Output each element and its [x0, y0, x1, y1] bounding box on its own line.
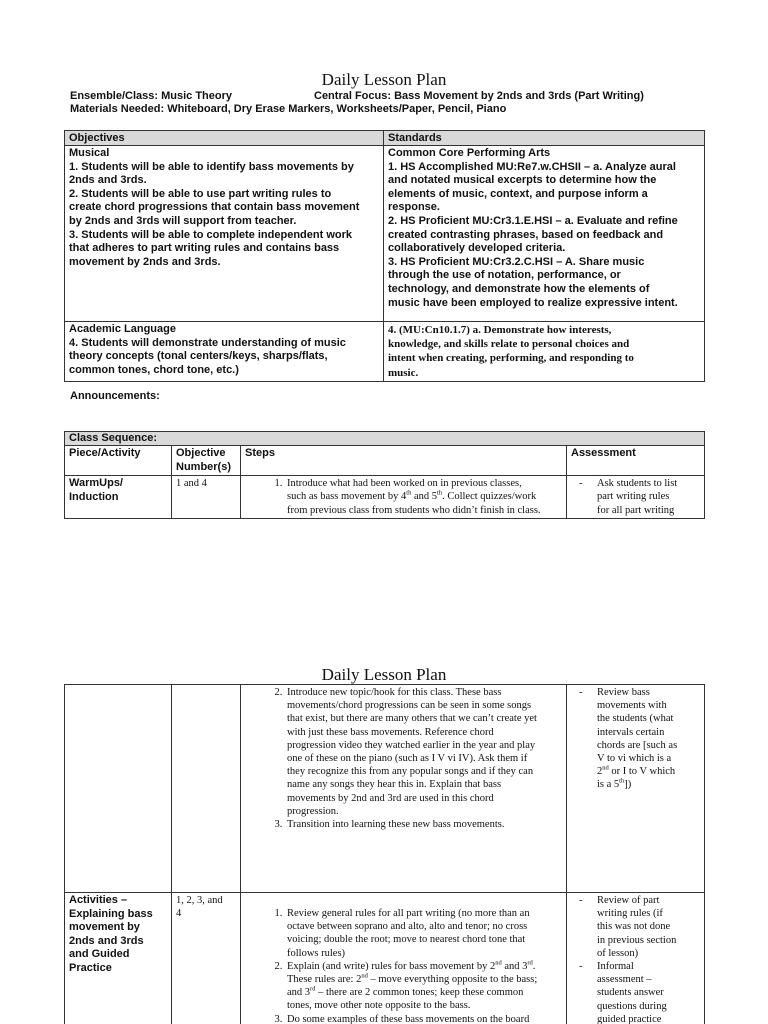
assessment-text: for all part writing: [597, 504, 675, 516]
ordinal-suffix: nd: [495, 959, 502, 967]
induction-step-2: [285, 686, 562, 818]
activity-name: and Guided: [69, 948, 130, 961]
activity-name: movement by: [69, 921, 140, 934]
assessment-text: the students (what: [597, 713, 674, 725]
standards-label: Common Core Performing Arts: [388, 147, 551, 159]
step-text: 1. Review general rules for all part writing (no more than an: [287, 908, 530, 919]
assessment-text-part: 2: [597, 766, 603, 778]
ordinal-suffix: nd: [602, 764, 609, 772]
standard-text: technology, and demonstrate how the elements of: [388, 282, 650, 295]
col-objective-label: Number(s): [176, 460, 232, 473]
academic-language: [65, 322, 384, 382]
objective-numbers: 1, 2, 3, and: [176, 895, 223, 906]
ordinal-suffix: th: [406, 489, 412, 497]
assessment-text: assessment –: [597, 974, 652, 986]
page-2: [0, 640, 768, 1024]
activity-name: 2nds and 3rds: [69, 934, 144, 947]
objective-text: by 2nds and 3rds will support from teacher.: [69, 214, 297, 227]
step-text: tones, move other note opposite to the bass.: [287, 1000, 471, 1012]
standard-text: 3. HS Proficient MU:Cr3.2.C.HSI – A. Share music: [388, 255, 645, 268]
assessment-text-part: or I to V which: [608, 766, 676, 778]
col-objective-label: Objective: [176, 447, 226, 459]
page2-clip: [0, 684, 768, 1024]
assessment-text: [597, 778, 700, 791]
objective-text: 2nds and 3rds.: [69, 174, 147, 187]
activity-name: Activities –: [69, 894, 128, 906]
activities-guided-practice: [65, 893, 172, 1024]
induction-step-3: [285, 818, 562, 831]
step-text: that exist, but there are many others that we can’t create yet: [287, 713, 537, 725]
col-piece-activity: Piece/Activity: [65, 446, 172, 476]
assessment-text-part: ]): [624, 779, 632, 791]
step-text-part: These rules are: 2: [287, 974, 362, 986]
standard-text: music.: [388, 366, 419, 379]
class-sequence-header: Class Sequence:: [65, 432, 705, 446]
class-sequence-table-continued: [64, 684, 705, 1024]
step-text-part: . Collect quizzes/work: [442, 491, 537, 503]
activity-name: Practice: [69, 961, 112, 974]
step-text: follows rules): [287, 947, 346, 959]
assessment-item: [597, 960, 700, 1024]
standard-4: [384, 322, 705, 382]
objective-text: 1. Students will be able to identify bass movements by: [69, 160, 354, 173]
step-text: octave between soprano and alto, alto and tenor; no cross: [287, 921, 528, 933]
step-text: movements/chord progressions can be seen in some songs: [287, 700, 532, 712]
announcements-label: Announcements:: [70, 390, 160, 402]
standards-header: Standards: [384, 131, 705, 146]
step-text: with just these bass movements. Reference chord: [287, 726, 494, 738]
assessment-text: - Review of part: [597, 895, 660, 906]
step-text: 3. Transition into learning these new bass movements.: [287, 819, 505, 831]
assessment-text: [597, 765, 700, 778]
standard-text: collaboratively developed criteria.: [388, 242, 566, 255]
assessment-text: chords are [such as: [597, 739, 678, 751]
step-text: 2. Introduce new topic/hook for this class. These bass: [287, 687, 502, 698]
standard-text: knowledge, and skills relate to personal choices and: [388, 338, 630, 351]
objective-text: common tones, chord tone, etc.): [69, 363, 239, 376]
warmup-steps: [241, 476, 567, 519]
class-sequence-table: [64, 431, 705, 519]
step-text-part: Explain (and write) rules for bass movement by 2: [287, 960, 496, 972]
objective-text: theory concepts (tonal centers/keys, sharps/flats,: [69, 350, 328, 363]
step-text: movements by 2nd and 3rd are used in this chord: [287, 792, 494, 804]
step-text: they recognize this from any popular songs and if they can: [287, 766, 534, 778]
step-text: from previous class from students who didn’t finish in class.: [287, 504, 541, 516]
col-steps: Steps: [241, 446, 567, 476]
objective-text: that adheres to part writing rules and contains bass: [69, 242, 340, 255]
ordinal-suffix: th: [619, 777, 625, 785]
step-text: progression.: [287, 805, 339, 817]
ordinal-suffix: nd: [361, 972, 368, 980]
academic-label: Academic Language: [69, 323, 176, 335]
step-text-part: and 5: [411, 491, 438, 503]
step-text: [287, 973, 562, 986]
assessment-text: - Review bass: [597, 687, 650, 698]
assessment-text: questions during: [597, 1000, 667, 1012]
assessment-text: intervals certain: [597, 726, 665, 738]
objective-numbers: 4: [176, 908, 182, 920]
page-title: Daily Lesson Plan: [321, 665, 447, 684]
activity-step-3: [285, 1013, 562, 1024]
step-text-part: and 3: [501, 960, 528, 972]
standard-text: elements of music, context, and purpose inform a: [388, 187, 648, 200]
step-text: name any songs they hear this in. Explain that bass: [287, 779, 502, 791]
assessment-text: - Informal: [597, 961, 634, 973]
activities-assessment: [567, 893, 705, 1024]
standard-text: response.: [388, 201, 440, 214]
materials-needed: Materials Needed: Whiteboard, Dry Erase Markers, Worksheets/Paper, Pencil, Piano: [70, 103, 507, 115]
page-title: Daily Lesson Plan: [321, 70, 447, 89]
standard-text: created contrasting phrases, based on feedback and: [388, 228, 664, 241]
assessment-text-part: is a 5: [597, 779, 620, 791]
step-text: [287, 986, 562, 999]
standard-text: 1. HS Accomplished MU:Re7.w.CHSII – a. Analyze aural: [388, 160, 676, 173]
assessment-item: [597, 686, 700, 792]
central-focus: Central Focus: Bass Movement by 2nds and 3rds (Part Writing): [314, 90, 644, 102]
step-text-part: such as bass movement by 4: [287, 491, 407, 503]
col-objective-numbers: [172, 446, 241, 476]
warmup-assessment: [567, 476, 705, 519]
assessment-text: students answer: [597, 987, 664, 999]
ordinal-suffix: rd: [310, 985, 316, 993]
step-text-part: .: [532, 960, 536, 972]
standard-text: intent when creating, performing, and responding to: [388, 352, 634, 365]
musical-objectives: [65, 146, 384, 322]
step-text: 3. Do some examples of these bass movements on the board: [287, 1013, 530, 1024]
assessment-text: guided practice: [597, 1013, 662, 1024]
assessment-item: [597, 894, 700, 960]
warmup-step-1: [285, 477, 562, 517]
objective-text: 3. Students will be able to complete independent work: [69, 228, 352, 241]
ordinal-suffix: rd: [527, 959, 533, 967]
step-text: [287, 490, 562, 503]
standards-list: [384, 146, 705, 322]
assessment-text: movements with: [597, 700, 667, 712]
objective-text: 2. Students will be able to use part writing rules to: [69, 187, 332, 200]
warmups-induction: [65, 476, 172, 519]
activity-name: WarmUps/: [69, 477, 123, 490]
step-text: [287, 960, 562, 973]
assessment-text: in previous section: [597, 934, 677, 946]
assessment-text: V to vi which is a: [597, 753, 672, 765]
activity-name: Explaining bass: [69, 907, 153, 920]
objective-text: 4. Students will demonstrate understanding of music: [69, 336, 346, 349]
activity-name: Induction: [69, 490, 119, 503]
induction-steps-continued: [241, 685, 567, 893]
induction-assessment-continued: [567, 685, 705, 893]
step-text: voicing; double the root; move to nearest chord tone that: [287, 934, 526, 946]
activities-objectives: [172, 893, 241, 1024]
step-text-part: – move everything opposite to the bass;: [367, 974, 538, 986]
objective-text: movement by 2nds and 3rds.: [69, 255, 221, 268]
standard-text: and notated musical excerpts to determine how the: [388, 174, 657, 187]
assessment-item: [597, 477, 700, 517]
assessment-text: part writing rules: [597, 491, 670, 503]
activities-steps: [241, 893, 567, 1024]
assessment-text: - Ask students to list: [597, 478, 678, 490]
step-text-part: – there are 2 common tones; keep these common: [315, 987, 524, 999]
step-text: 1. Introduce what had been worked on in previous classes,: [287, 478, 522, 490]
standard-text: music have been employed to realize expressive intent.: [388, 296, 678, 309]
standard-text: through the use of notation, performance, or: [388, 269, 621, 282]
objectives-standards-table: [64, 130, 705, 382]
musical-label: Musical: [69, 147, 110, 159]
warmup-objectives: 1 and 4: [172, 476, 241, 519]
empty-objective-cell: [172, 685, 241, 893]
standard-text: 2. HS Proficient MU:Cr3.1.E.HSI – a. Evaluate and refine: [388, 214, 678, 227]
assessment-text: this was not done: [597, 921, 671, 933]
standard-text: 4. (MU:Cn10.1.7) a. Demonstrate how interests,: [388, 324, 612, 336]
objectives-header: Objectives: [65, 131, 384, 146]
activity-step-2: [285, 960, 562, 1013]
assessment-text: of lesson): [597, 947, 639, 959]
ensemble-class: Ensemble/Class: Music Theory: [70, 90, 232, 102]
col-assessment: Assessment: [567, 446, 705, 476]
ordinal-suffix: th: [437, 489, 443, 497]
assessment-text: writing rules (if: [597, 908, 663, 920]
objective-text: create chord progressions that contain bass movement: [69, 201, 360, 214]
empty-activity-cell: [65, 685, 172, 893]
activity-step-1: [285, 907, 562, 960]
step-text: one of these on the piano (such as I V vi IV). Ask them if: [287, 753, 528, 765]
step-text: progression video they watched earlier in the year and play: [287, 739, 536, 751]
step-text-part: and 3: [287, 987, 311, 999]
